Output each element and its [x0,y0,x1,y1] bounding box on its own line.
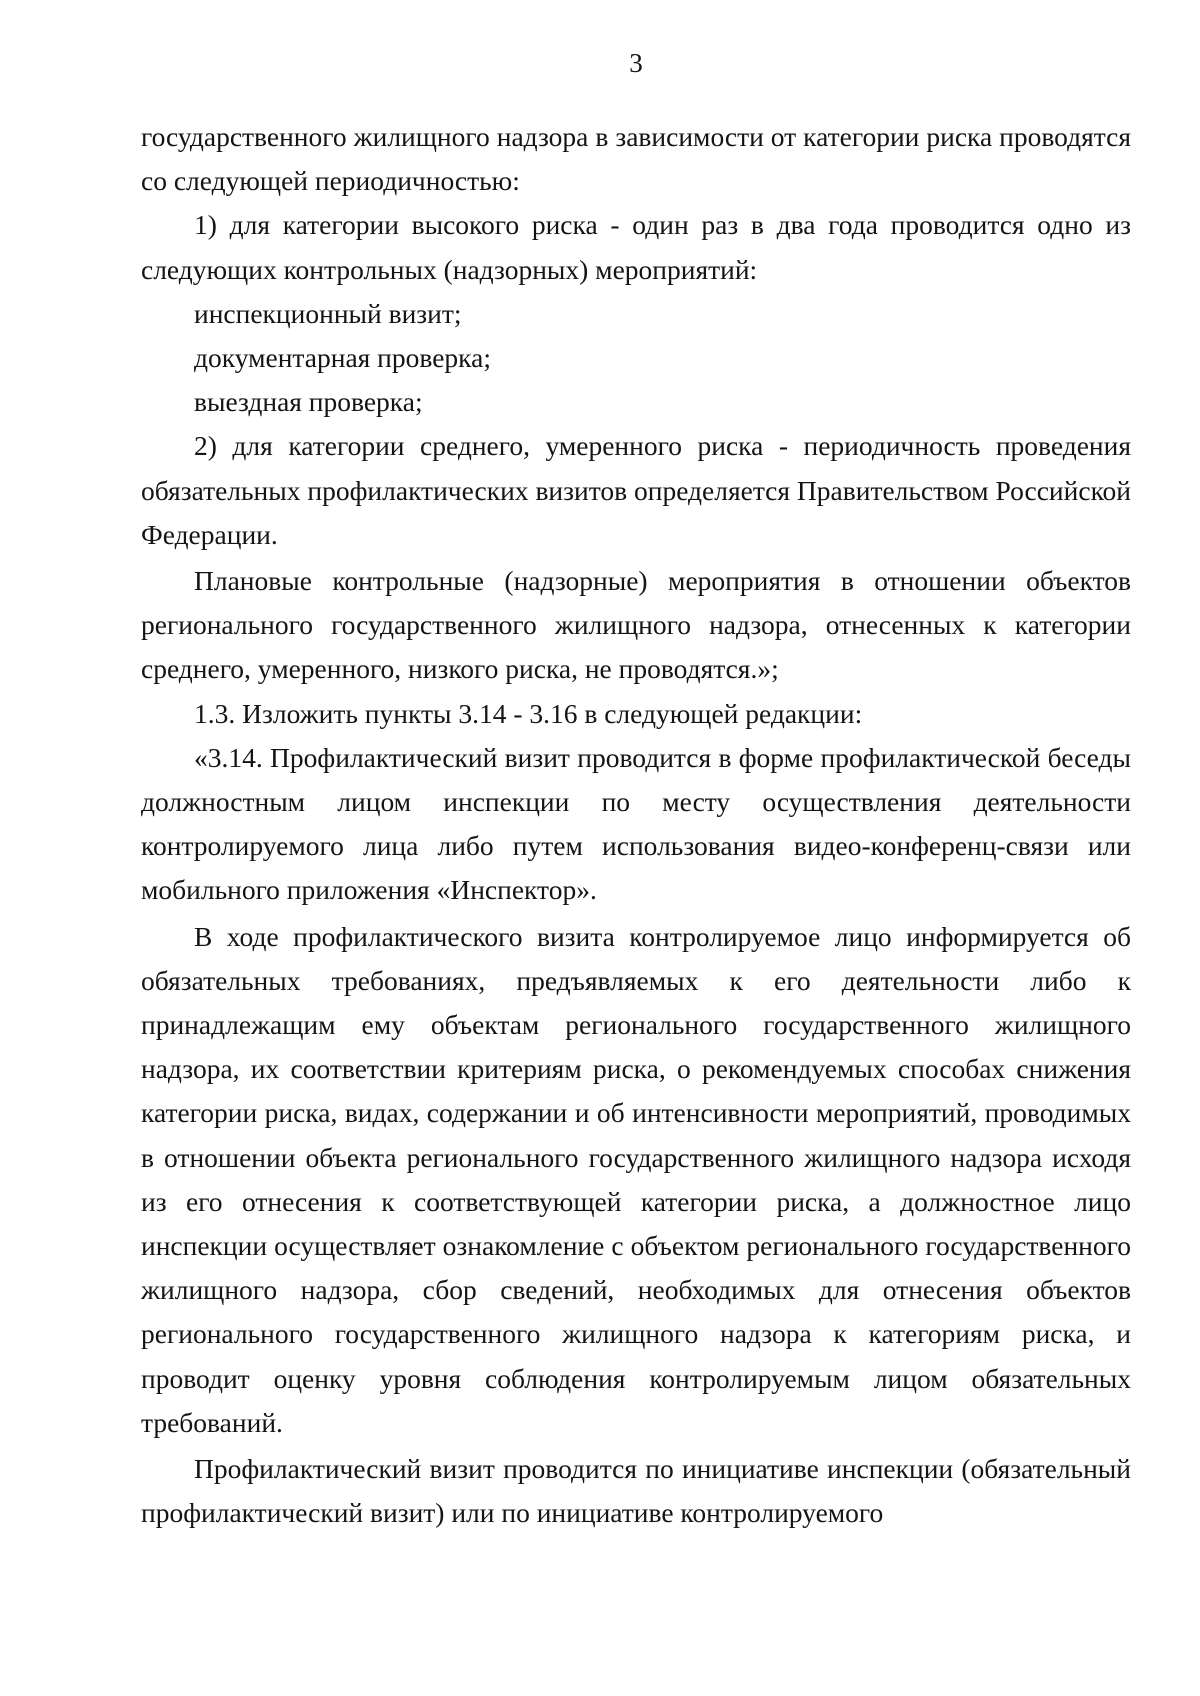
paragraph-amendment-1-3: 1.3. Изложить пункты 3.14 - 3.16 в следующей редакции: [194,697,863,729]
paragraph-continuation: государственного жилищного надзора в зависимости от категории риска проводятся со следующей периодичностью: [141,121,1131,197]
list-item-onsite-check: выездная проверка; [194,386,423,418]
list-item-documentary-check: документарная проверка; [194,342,491,374]
paragraph-planned-measures: Плановые контрольные (надзорные) мероприятия в отношении объектов регионального государственного жилищного надзора, отнесенных к категории среднего, умеренного, низкого риска, не проводятся.»; [141,565,1131,685]
page-number: 3 [629,48,643,78]
paragraph-high-risk: 1) для категории высокого риска - один раз в два года проводится одно из следующих контрольных (надзорных) мероприятий: [141,209,1131,285]
paragraph-visit-initiative: Профилактический визит проводится по инициативе инспекции (обязательный профилактический визит) или по инициативе контролируемого [141,1453,1131,1529]
list-item-inspection-visit: инспекционный визит; [194,297,462,329]
paragraph-visit-content: В ходе профилактического визита контролируемое лицо информируется об обязательных требованиях, предъявляемых к его деятельности либо к принадлежащим ему объектам регионального государственного жилищного надзора, их соответствии критериям риска, о рекомендуемых способах снижения категории риска, видах, содержании и об интенсивности мероприятий, проводимых в отношении объекта регионального государственного жилищного надзора исходя из его отнесения к соответствующей категории риска, а должностное лицо инспекции осуществляет ознакомление с объектом регионального государственного жилищного надзора, сбор сведений, необходимых для отнесения объектов регионального государственного жилищного надзора к категориям риска, и проводит оценку уровня соблюдения контролируемым лицом обязательных требований. [141,920,1131,1438]
document-body [141,115,1131,1536]
paragraph-clause-3-14: «3.14. Профилактический визит проводится в форме профилактической беседы должностным лицом инспекции по месту осуществления деятельности контролируемого лица либо путем использования видео-конференц-связи или мобильного приложения «Инспектор». [141,741,1131,906]
paragraph-medium-risk: 2) для категории среднего, умеренного риска - периодичность проведения обязательных профилактических визитов определяется Правительством Российской Федерации. [141,430,1131,550]
